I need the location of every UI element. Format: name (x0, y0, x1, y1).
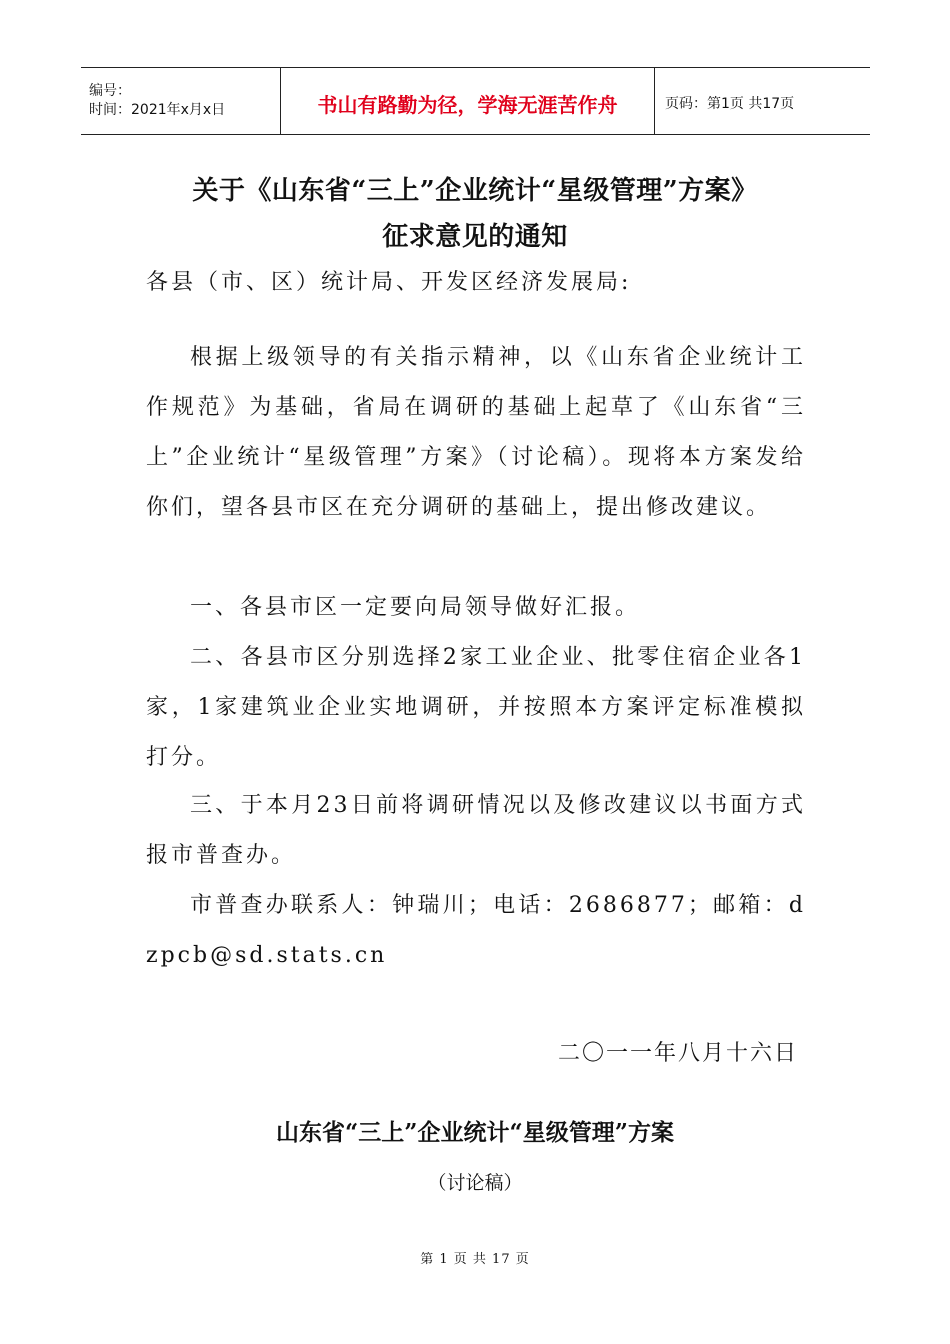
contact-paragraph: 市普查办联系人：钟瑞川；电话：2686877；邮箱：dzpcb@sd.stats.cn (146, 893, 806, 968)
section-title: 山东省“三上”企业统计“星级管理”方案 (276, 1119, 674, 1146)
document-date: 二〇一一年八月十六日 (557, 1041, 798, 1066)
list-item-1: 一、各县市区一定要向局领导做好汇报。 (190, 595, 641, 620)
intro-paragraph: 根据上级领导的有关指示精神，以《山东省企业统计工作规范》为基础，省局在调研的基础上起草了《山东省“三上”企业统计“星级管理”方案》（讨论稿）。现将本方案发给你们，望各县市区在充分调研的基础上，提出修改建议。 (146, 345, 806, 520)
page-footer: 第 1 页 共 17 页 (420, 1252, 530, 1267)
list-item-3: 三、于本月23日前将调研情况以及修改建议以书面方式报市普查办。 (146, 793, 806, 868)
header-motto-cell (281, 68, 655, 134)
serial-number-label: 编号： (89, 83, 131, 99)
draft-label: （讨论稿） (427, 1172, 523, 1194)
header-meta-cell (81, 68, 281, 134)
document-title-line1: 关于《山东省“三上”企业统计“星级管理”方案》 (192, 176, 758, 206)
salutation: 各县（市、区）统计局、开发区经济发展局: (146, 270, 632, 295)
document-title-line2: 征求意见的通知 (382, 222, 568, 252)
time-label: 时间：2021年x月x日 (89, 102, 226, 118)
motto-text: 书山有路勤为径，学海无涯苦作舟 (317, 92, 618, 117)
header-page-cell (655, 68, 870, 134)
list-item-2: 二、各县市区分别选择2家工业企业、批零住宿企业各1家，1家建筑业企业实地调研，并按照本方案评定标准模拟打分。 (146, 645, 806, 770)
page-info: 页码：第1页 共17页 (665, 96, 795, 112)
document-header (81, 67, 870, 135)
